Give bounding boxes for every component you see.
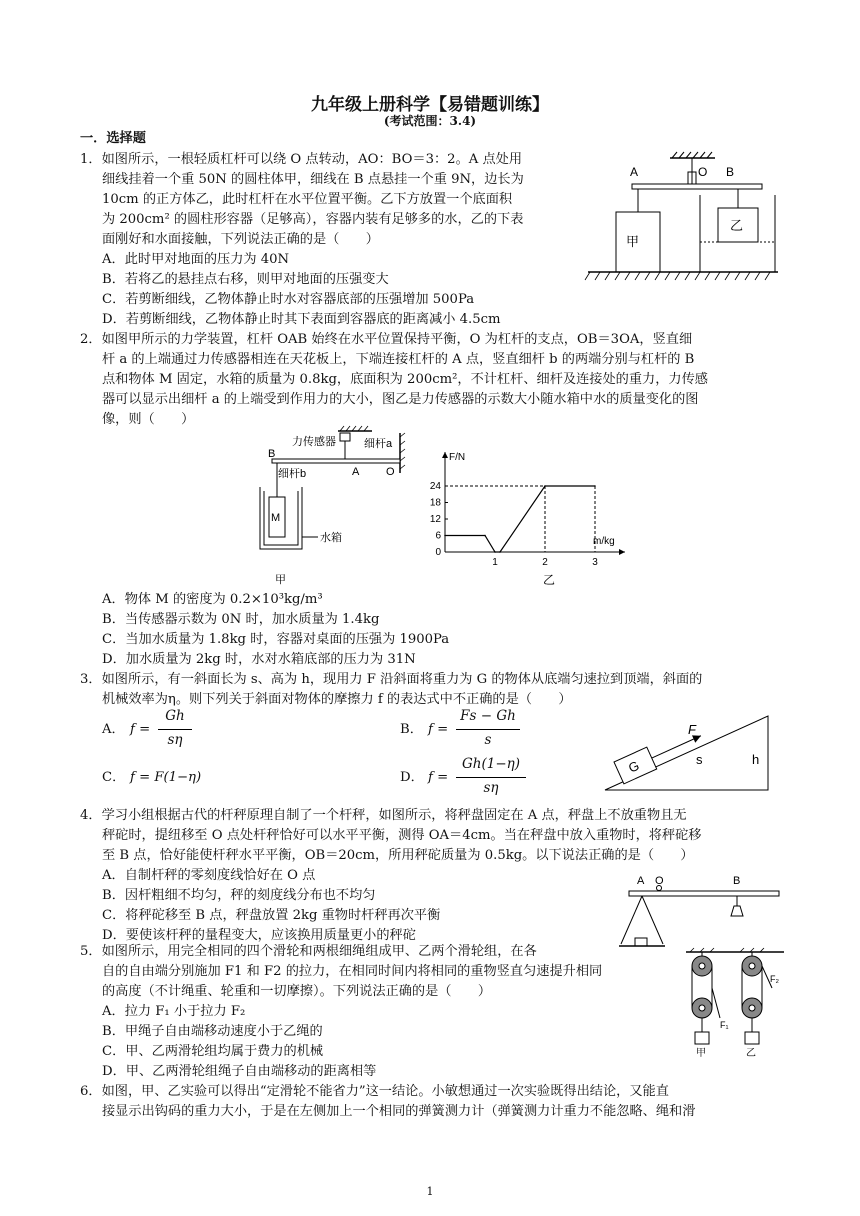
series-point xyxy=(444,535,446,537)
q3-option-c-expr: f = F(1−η) xyxy=(130,770,202,785)
x-tick-label: 2 xyxy=(542,557,548,568)
chart-caption: 乙 xyxy=(543,573,556,587)
section-heading: 一．选择题 xyxy=(80,131,146,146)
q2-line: 器可以显示出细杆 a 的上端受到作用力的大小，图乙是力传感器的示数大小随水箱中水的质量变化的图 xyxy=(102,392,699,407)
x-axis-arrow xyxy=(619,549,625,555)
q3-option-a-fraction xyxy=(158,708,192,752)
q2-caption-jia: 甲 xyxy=(275,574,286,586)
fraction-denominator: sη xyxy=(483,780,499,796)
q5-pulley-figure xyxy=(680,948,790,1060)
q5-line: 的高度（不计绳重、轮重和一切摩擦）。下列说法正确的是（ ） xyxy=(102,984,492,999)
q3-label-h: h xyxy=(752,752,760,767)
fraction-denominator: s xyxy=(484,732,492,748)
q4-line: 至 B 点，恰好能使杆秤水平平衡，OB＝20cm，所用秤砣质量为 0.5kg。以下说法正确的是（ ） xyxy=(102,848,694,863)
q3-label-f: F xyxy=(688,722,696,737)
q5-label-yi: 乙 xyxy=(746,1048,756,1059)
fraction-denominator: sη xyxy=(167,732,183,748)
q3-option-b-lhs: f = xyxy=(428,722,449,737)
q5-option-a: A．拉力 F₁ 小于拉力 F₂ xyxy=(102,1004,246,1019)
q3-option-b-label: B． xyxy=(400,722,423,737)
q3-option-b-fraction xyxy=(456,708,520,752)
fraction-numerator: Fs − Gh xyxy=(460,708,516,724)
q3-line: 3．如图所示，有一斜面长为 s、高为 h，现用力 F 沿斜面将重力为 G 的物体从底端匀速拉到顶端，斜面的 xyxy=(80,672,703,687)
q1-label-a: A xyxy=(630,165,639,179)
page-number: 1 xyxy=(426,1185,434,1198)
x-tick-label: 3 xyxy=(592,557,598,568)
q3-label-g: G xyxy=(626,757,642,776)
y-tick-label: 24 xyxy=(429,481,441,492)
y-axis-arrow xyxy=(442,452,448,458)
q1-lever-figure xyxy=(580,150,780,285)
series-point xyxy=(594,485,596,487)
q5-option-b: B．甲绳子自由端移动速度小于乙绳的 xyxy=(102,1024,323,1039)
q3-incline-figure xyxy=(600,712,780,794)
q5-label-f2: F₂ xyxy=(770,974,779,984)
q3-option-d-lhs: f = xyxy=(428,770,449,785)
q2-apparatus-figure xyxy=(260,425,410,585)
q3-option-a-label: A． xyxy=(102,722,125,737)
q1-option-a: A．此时甲对地面的压力为 40N xyxy=(102,252,290,267)
series-point xyxy=(499,551,501,553)
q1-line: 细线挂着一个重 50N 的圆柱体甲，细线在 B 点悬挂一个重 9N，边长为 xyxy=(102,172,524,187)
q2-label-a: A xyxy=(352,466,360,478)
q2-line: 2．如图甲所示的力学装置，杠杆 OAB 始终在水平位置保持平衡，O 为杠杆的支点，OB＝3OA，竖直细 xyxy=(80,332,693,347)
series-line xyxy=(445,486,595,552)
q3-option-d-fraction xyxy=(456,756,526,800)
q3-label-s: s xyxy=(696,752,703,767)
q4-label-a: A xyxy=(637,875,645,887)
fraction-numerator: Gh xyxy=(165,708,185,724)
q2-option-d: D．加水质量为 2kg 时，水对水箱底部的压力为 31N xyxy=(102,652,416,667)
q1-option-c: C．若剪断细线，乙物体静止时水对容器底部的压强增加 500Pa xyxy=(102,292,475,307)
q4-line: 秤砣时，提纽移至 O 点处杆秤恰好可以水平平衡，测得 OA＝4cm。当在秤盘中放入重物时，将秤砣移 xyxy=(102,828,702,843)
q5-label-jia: 甲 xyxy=(696,1048,706,1059)
q3-option-c-label: C． xyxy=(102,770,126,785)
q1-label-o: O xyxy=(698,165,708,179)
page-subtitle: (考试范围：3.4) xyxy=(383,114,477,128)
q3-option-d-label: D． xyxy=(400,770,424,785)
q2-line: 像，则（ ） xyxy=(102,412,195,427)
q5-line: 5．如图所示，用完全相同的四个滑轮和两根细绳组成甲、乙两个滑轮组，在各 xyxy=(80,944,537,959)
q2-line: 点和物体 M 固定，水箱的质量为 0.8kg，底面积为 200cm²，不计杠杆、细杆及连接处的重力，力传感 xyxy=(102,372,708,387)
q2-option-a: A．物体 M 的密度为 0.2×10³kg/m³ xyxy=(102,592,323,607)
q2-label-b: B xyxy=(268,448,276,460)
q5-option-d: D．甲、乙两滑轮组绳子自由端移动的距离相等 xyxy=(102,1064,377,1079)
q4-option-d: D．要使该杆秤的量程变大，应该换用质量更小的秤砣 xyxy=(102,928,416,943)
q5-label-f1: F₁ xyxy=(720,1020,729,1030)
q2-option-c: C．当加水质量为 1.8kg 时，容器对桌面的压强为 1900Pa xyxy=(102,632,450,647)
q3-line: 机械效率为η。则下列关于斜面对物体的摩擦力 f 的表达式中不正确的是（ ） xyxy=(102,692,572,707)
q4-steelyard-figure xyxy=(615,872,785,952)
q6-line: 6．如图，甲、乙实验可以得出“定滑轮不能省力”这一结论。小敏想通过一次实验既得出结论，又能直 xyxy=(80,1084,669,1099)
y-axis-label: F/N xyxy=(449,452,466,463)
q1-line: 10cm 的正方体乙，此时杠杆在水平位置平衡。乙下方放置一个底面积 xyxy=(102,192,513,207)
q2-option-b: B．当传感器示数为 0N 时，加水质量为 1.4kg xyxy=(102,612,380,627)
q1-label-jia: 甲 xyxy=(626,234,640,249)
q2-label-o: O xyxy=(386,466,395,478)
q4-option-a: A．自制杆秤的零刻度线恰好在 O 点 xyxy=(102,868,316,883)
q2-label-sensor: 力传感器 xyxy=(292,436,336,448)
q2-label-rod-b: 细杆b xyxy=(278,468,307,480)
q1-line: 为 200cm² 的圆柱形容器（足够高），容器内装有足够多的水，乙的下表 xyxy=(102,212,524,227)
q1-option-d: D．若剪断细线，乙物体静止时其下表面到容器底的距离减小 4.5cm xyxy=(102,312,501,327)
q1-label-yi: 乙 xyxy=(730,218,744,233)
q2-label-m: M xyxy=(271,512,281,524)
series-point xyxy=(494,551,496,553)
q2-label-rod-a: 细杆a xyxy=(364,438,393,450)
q4-option-c: C．将秤砣移至 B 点，秤盘放置 2kg 重物时杆秤再次平衡 xyxy=(102,908,441,923)
y-tick-label: 0 xyxy=(435,547,441,558)
q2-label-tank: 水箱 xyxy=(320,532,342,544)
q2-line: 杆 a 的上端通过力传感器相连在天花板上，下端连接杠杆的 A 点，竖直细杆 b 的两端分别与杠杆的 B xyxy=(102,352,695,367)
q5-option-c: C．甲、乙两滑轮组均属于费力的机械 xyxy=(102,1044,324,1059)
x-tick-label: 1 xyxy=(492,557,498,568)
x-axis-label: m/kg xyxy=(593,536,615,547)
y-tick-label: 6 xyxy=(435,530,441,542)
q2-chart xyxy=(415,430,625,585)
q1-line: 1．如图所示，一根轻质杠杆可以绕 O 点转动，AO：BO＝3：2。A 点处用 xyxy=(80,152,523,167)
series-point xyxy=(484,535,486,537)
fraction-numerator: Gh(1−η) xyxy=(461,756,520,772)
q3-option-a-lhs: f = xyxy=(130,722,151,737)
page-title: 九年级上册科学【易错题训练】 xyxy=(311,95,549,115)
q4-label-o: O xyxy=(655,875,664,887)
q4-line: 4．学习小组根据古代的杆秤原理自制了一个杆秤，如图所示，将秤盘固定在 A 点，秤盘上不放重物且无 xyxy=(80,808,687,823)
series-point xyxy=(544,485,546,487)
q1-label-b: B xyxy=(726,165,735,179)
q1-line: 面刚好和水面接触，下列说法正确的是（ ） xyxy=(102,232,379,247)
y-tick-label: 18 xyxy=(429,497,441,509)
q6-line: 接显示出钩码的重力大小，于是在左侧加上一个相同的弹簧测力计（弹簧测力计重力不能忽略、绳和滑 xyxy=(102,1104,696,1119)
y-tick-label: 12 xyxy=(429,514,441,525)
q1-option-b: B．若将乙的悬挂点右移，则甲对地面的压强变大 xyxy=(102,272,389,287)
q5-line: 自的自由端分别施加 F1 和 F2 的拉力，在相同时间内将相同的重物竖直匀速提升相同 xyxy=(102,964,603,979)
q4-option-b: B．因杆粗细不均匀，秤的刻度线分布也不均匀 xyxy=(102,888,376,903)
q4-label-b: B xyxy=(733,875,741,887)
